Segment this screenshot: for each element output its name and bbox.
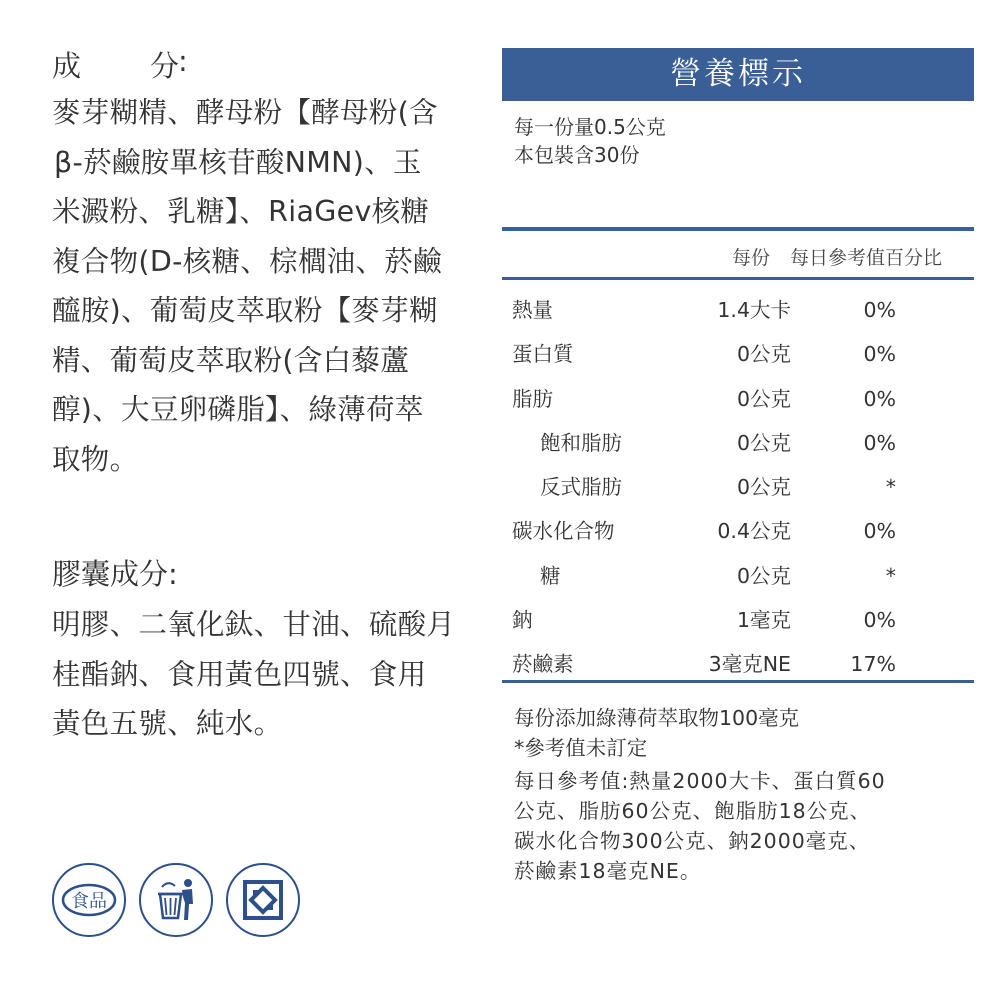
svg-text:食品: 食品	[71, 891, 107, 912]
ingredients-heading-char2: 分	[150, 49, 180, 83]
recycling-symbol-icon	[226, 863, 300, 937]
capsule-ingredients-heading: 膠囊成分:	[52, 557, 178, 591]
serving-info	[502, 101, 974, 227]
ingredients-line: 取物。	[52, 442, 139, 476]
nutrient-value: 0公克	[736, 342, 791, 367]
ingredients-heading-colon: :	[178, 44, 188, 78]
serving-size: 每一份量0.5公克	[514, 115, 666, 139]
ingredients-line: 精、葡萄皮萃取粉(含白藜蘆	[52, 343, 410, 377]
nutrient-value: 0公克	[736, 563, 791, 588]
nutrient-name: 熱量	[512, 298, 553, 322]
nutrient-name: 鈉	[512, 608, 533, 633]
recycle-bin-icon	[139, 863, 213, 937]
ingredients-line: 米澱粉、乳糖】、RiaGev核糖	[52, 195, 430, 228]
nutrient-value: 0公克	[736, 386, 791, 411]
nutrition-title: 營養標示	[502, 48, 974, 101]
ingredients-line: 醇)、大豆卵磷脂】、綠薄荷萃	[52, 393, 424, 426]
nutrition-row	[502, 384, 974, 428]
nutrient-daily-percent: *	[885, 475, 896, 500]
capsule-line: 黃色五號、純水。	[52, 707, 283, 740]
nutrition-notes	[502, 683, 974, 886]
nutrient-value: 1.4大卡	[717, 298, 791, 322]
nutrient-name: 脂肪	[512, 386, 553, 411]
nutrition-row	[502, 605, 974, 649]
nutrient-daily-percent: 0%	[863, 298, 896, 322]
nutrient-value: 3毫克NE	[708, 652, 791, 677]
ingredients-heading	[52, 44, 482, 88]
daily-reference-line: 公克、脂肪60公克、飽脂肪18公克、	[514, 799, 872, 823]
capsule-line: 明膠、二氧化鈦、甘油、硫酸月	[52, 608, 456, 641]
nutrition-row	[502, 339, 974, 383]
nutrient-value: 0公克	[736, 430, 791, 455]
capsule-ingredients-text	[52, 600, 482, 749]
daily-reference-line: 每日參考值:熱量2000大卡、蛋白質60	[514, 769, 886, 793]
ingredients-line: β-菸鹼胺單核苷酸NMN)、玉	[54, 145, 422, 179]
nutrition-row	[502, 472, 974, 516]
column-per-serving: 每份	[732, 247, 771, 269]
column-daily-percent: 每日參考值百分比	[790, 247, 943, 269]
ingredients-section	[52, 44, 482, 749]
nutrition-label	[502, 48, 974, 886]
added-ingredient-note: 每份添加綠薄荷萃取物100毫克	[514, 706, 800, 730]
nutrition-row	[502, 428, 974, 472]
ingredients-line: 麥芽糊精、酵母粉【酵母粉(含	[52, 96, 438, 129]
servings-per-pack: 本包裝含30份	[514, 143, 640, 167]
nutrient-value: 0.4公克	[717, 519, 791, 544]
ingredients-text	[52, 88, 482, 484]
nutrition-row	[502, 516, 974, 560]
nutrient-name: 碳水化合物	[512, 519, 615, 544]
nutrient-name: 反式脂肪	[540, 475, 622, 500]
nutrient-value: 0公克	[736, 475, 791, 500]
reference-undefined-note: *參考值未訂定	[514, 736, 648, 760]
food-mark-icon	[52, 863, 126, 937]
nutrient-daily-percent: 0%	[863, 342, 896, 367]
nutrient-name: 菸鹼素	[512, 652, 574, 677]
daily-reference-line: 菸鹼素18毫克NE。	[514, 859, 702, 883]
certification-icons	[52, 863, 300, 937]
nutrition-rows	[502, 280, 974, 680]
nutrient-daily-percent: 0%	[863, 430, 896, 455]
nutrient-name: 蛋白質	[512, 342, 574, 367]
ingredients-line: 複合物(D-核糖、棕櫚油、菸鹼	[52, 244, 442, 278]
nutrition-row	[502, 561, 974, 605]
nutrient-value: 1毫克	[736, 608, 791, 633]
nutrient-daily-percent: 17%	[850, 652, 896, 677]
nutrient-daily-percent: *	[885, 563, 896, 588]
nutrient-name: 飽和脂肪	[540, 430, 622, 455]
nutrition-column-headers	[502, 231, 974, 277]
nutrient-name: 糖	[540, 563, 561, 588]
daily-reference-line: 碳水化合物300公克、鈉2000毫克、	[514, 829, 871, 853]
nutrient-daily-percent: 0%	[863, 386, 896, 411]
nutrient-daily-percent: 0%	[863, 519, 896, 544]
nutrition-row	[502, 295, 974, 339]
nutrition-row	[502, 649, 974, 693]
ingredients-heading-char1: 成	[52, 49, 82, 83]
ingredients-line: 醯胺)、葡萄皮萃取粉【麥芽糊	[52, 294, 438, 327]
daily-reference-note	[514, 766, 974, 886]
nutrient-daily-percent: 0%	[863, 608, 896, 633]
capsule-line: 桂酯鈉、食用黃色四號、食用	[52, 657, 427, 691]
